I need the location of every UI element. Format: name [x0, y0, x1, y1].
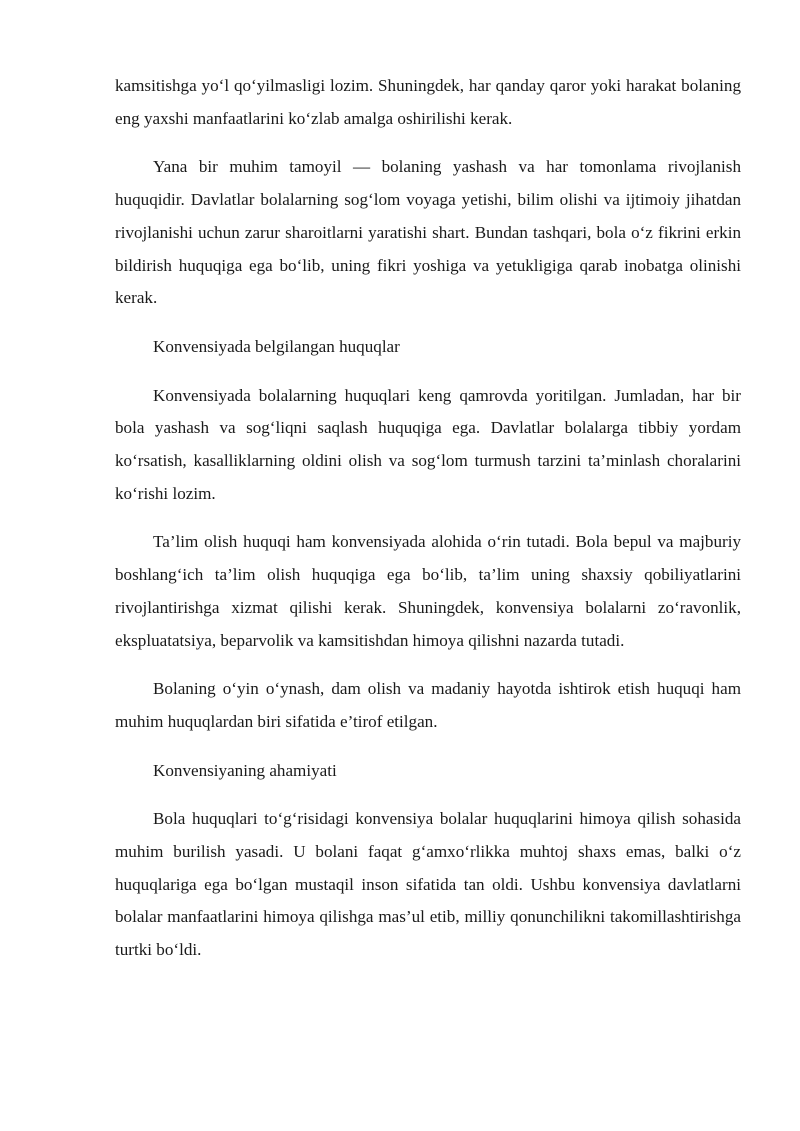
document-page [115, 70, 741, 983]
paragraph-development-right: Yana bir muhim tamoyil — bolaning yashash va har tomonlama rivojlanish huquqidir. Davlatlar bolalarning sog‘lom voyaga yetishi, bilim olishi va ijtimoiy jihatdan rivojlanishi uchun zarur sharoitlarni yaratishi shart. Bundan tashqari, bola o‘z fikrini erkin bildirish huquqiga ega bo‘lib, uning fikri yoshiga va yetukligiga qarab inobatga olinishi kerak. [115, 157, 741, 308]
paragraph-continuation: kamsitishga yo‘l qo‘yilmasligi lozim. Shuningdek, har qanday qaror yoki harakat bolaning eng yaxshi manfaatlarini ko‘zlab amalga oshirilishi kerak. [115, 76, 741, 128]
paragraph-health-rights: Konvensiyada bolalarning huquqlari keng qamrovda yoritilgan. Jumladan, har bir bola yashash va sog‘liqni saqlash huquqiga ega. Davlatlar bolalarga tibbiy yordam ko‘rsatish, kasalliklarning oldini olish va sog‘lom turmush tarzini ta’minlash choralarini ko‘rishi lozim. [115, 385, 741, 503]
paragraph-education-rights: Ta’lim olish huquqi ham konvensiyada alohida o‘rin tutadi. Bola bepul va majburiy boshlang‘ich ta’lim olish huquqiga ega bo‘lib, ta’lim uning shaxsiy qobiliyatlarini rivojlantirishga xizmat qilishi kerak. Shuningdek, konvensiya bolalarni zo‘ravonlik, ekspluatatsiya, beparvolik va kamsitishdan himoya qilishni nazarda tutadi. [115, 532, 741, 650]
section-heading-rights: Konvensiyada belgilangan huquqlar [153, 336, 400, 356]
paragraph-play-rights: Bolaning o‘yin o‘ynash, dam olish va madaniy hayotda ishtirok etish huquqi ham muhim huquqlardan biri sifatida e’tirof etilgan. [115, 679, 741, 731]
section-heading-significance: Konvensiyaning ahamiyati [153, 760, 337, 780]
paragraph-significance: Bola huquqlari to‘g‘risidagi konvensiya bolalar huquqlarini himoya qilish sohasida muhim burilish yasadi. U bolani faqat g‘amxo‘rlikka muhtoj shaxs emas, balki o‘z huquqlariga ega bo‘lgan mustaqil inson sifatida tan oldi. Ushbu konvensiya davlatlarni bolalar manfaatlarini himoya qilishga mas’ul etib, milliy qonunchilikni takomillashtirishga turtki bo‘ldi. [115, 809, 741, 960]
